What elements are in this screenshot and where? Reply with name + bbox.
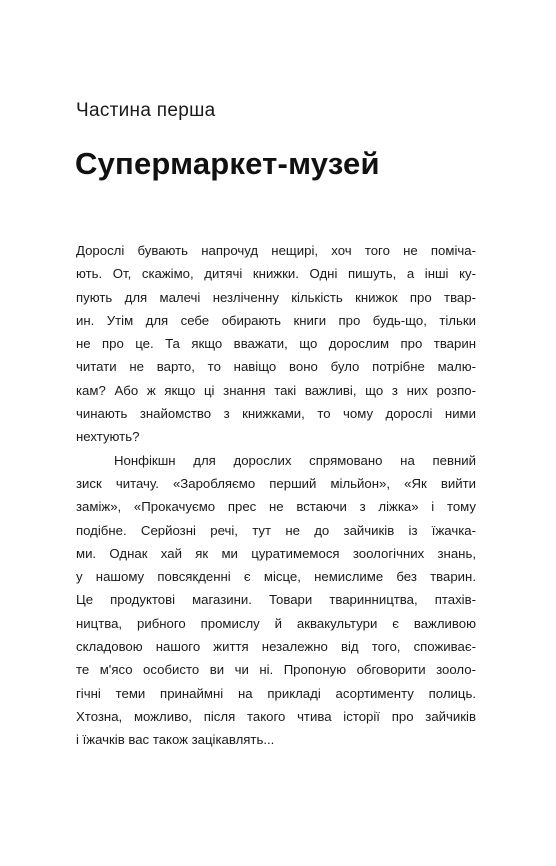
text-line: складовою нашого життя незалежно від того, споживає- — [76, 639, 476, 655]
text-line: пують для малечі незліченну кількість книжок про твар- — [76, 289, 476, 305]
body-text — [76, 239, 476, 752]
text-line: те м'ясо особисто ви чи ні. Пропоную обговорити зооло- — [76, 662, 476, 678]
text-line: ництва, рибного промислу й аквакультури є важливою — [76, 615, 476, 631]
text-line: чинають знайомство з книжками, то чому дорослі ними — [76, 406, 476, 422]
text-line: ють. От, скажімо, дитячі книжки. Одні пишуть, а інші ку- — [76, 266, 476, 282]
paragraph-1 — [76, 239, 476, 449]
text-line: подібне. Серйозні речі, тут не до зайчиків із їжачка- — [76, 522, 476, 538]
text-line: заміж», «Прокачуємо прес не встаючи з ліжка» і тому — [76, 499, 476, 515]
text-line: гічні теми принаймні на прикладі асортименту полиць. — [76, 685, 476, 701]
text-line: у нашому повсякденні є місце, немислиме без тварин. — [76, 569, 476, 585]
text-line: кам? Або ж якщо ці знання такі важливі, що з них розпо- — [76, 382, 476, 398]
chapter-title: Супермаркет-музей — [75, 146, 380, 181]
text-line: Нонфікшн для дорослих спрямовано на певний — [114, 452, 476, 468]
text-line: нехтують? — [76, 429, 140, 445]
text-line: Хтозна, можливо, після такого чтива історії про зайчиків — [76, 708, 476, 724]
text-line: зиск читачу. «Заробляємо перший мільйон», «Як вийти — [76, 475, 476, 491]
text-line: Дорослі бувають напрочуд нещирі, хоч того не поміча- — [76, 243, 476, 258]
text-line: ми. Однак хай як ми цуратимемося зоологічних знань, — [76, 545, 476, 561]
part-label: Частина перша — [76, 100, 216, 121]
paragraph-2 — [76, 449, 476, 752]
text-line: не про це. Та якщо вважати, що дорослим про тварин — [76, 336, 476, 352]
text-line: ин. Утім для себе обирають книги про будь-що, тільки — [76, 312, 476, 328]
text-line: Це продуктові магазини. Товари тваринництва, птахів- — [76, 592, 476, 608]
text-line: і їжачків вас також зацікавлять... — [76, 732, 275, 748]
text-line: читати не варто, то навіщо воно було потрібне малю- — [76, 359, 476, 375]
